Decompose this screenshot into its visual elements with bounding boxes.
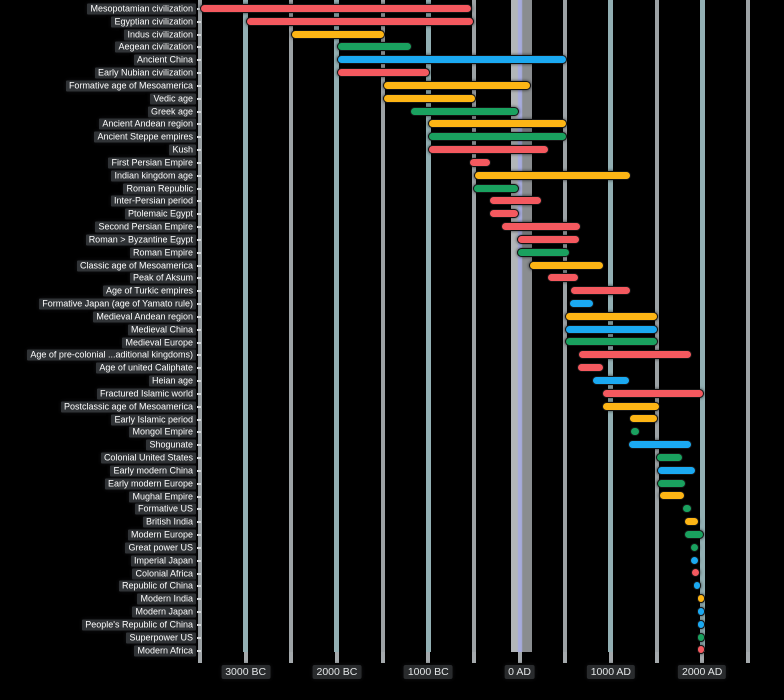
y-axis-tick xyxy=(197,329,201,331)
timeline-bar[interactable] xyxy=(569,299,594,308)
y-axis-tick xyxy=(197,521,201,523)
x-axis-tick xyxy=(426,652,430,663)
y-axis-tick xyxy=(197,573,201,575)
gridline-minor xyxy=(289,0,293,652)
y-axis-tick xyxy=(197,316,201,318)
y-axis-tick xyxy=(197,483,201,485)
row-label: Modern Japan xyxy=(132,607,196,618)
x-axis-tick xyxy=(472,652,476,663)
timeline-bar[interactable] xyxy=(291,30,384,39)
timeline-bar[interactable] xyxy=(473,184,519,193)
timeline-bar[interactable] xyxy=(474,171,631,180)
timeline-bar[interactable] xyxy=(489,196,542,205)
timeline-bar[interactable] xyxy=(489,209,518,218)
y-axis-tick xyxy=(197,226,201,228)
row-label: Vedic age xyxy=(150,93,196,104)
row-label: Ancient China xyxy=(134,55,196,66)
row-label: Heian age xyxy=(149,376,196,387)
gridline-major xyxy=(700,0,705,652)
y-axis-tick xyxy=(197,252,201,254)
y-axis-tick xyxy=(197,200,201,202)
row-label: Roman Republic xyxy=(123,183,196,194)
gridline-zero-ad xyxy=(511,0,532,652)
y-axis-tick xyxy=(197,560,201,562)
x-axis-tick-label: 2000 AD xyxy=(678,665,726,679)
timeline-bar[interactable] xyxy=(657,479,686,488)
row-label: Indus civilization xyxy=(124,29,196,40)
timeline-bar[interactable] xyxy=(682,504,692,513)
row-label: British India xyxy=(143,517,196,528)
y-axis-tick xyxy=(197,419,201,421)
y-axis-tick xyxy=(197,611,201,613)
y-axis-tick xyxy=(197,496,201,498)
y-axis-tick xyxy=(197,508,201,510)
timeline-bar[interactable] xyxy=(693,581,701,590)
timeline-bar[interactable] xyxy=(659,491,685,500)
x-axis-tick xyxy=(518,652,522,663)
row-label: Second Persian Empire xyxy=(95,222,196,233)
row-label: Age of pre-colonial ...aditional kingdoms) xyxy=(27,350,196,361)
row-label: Early modern China xyxy=(110,465,196,476)
row-label: Mughal Empire xyxy=(129,491,196,502)
row-label: First Persian Empire xyxy=(108,157,196,168)
row-label: Age of Turkic empires xyxy=(103,286,196,297)
timeline-bar[interactable] xyxy=(684,530,704,539)
y-axis-tick xyxy=(197,188,201,190)
y-axis-tick xyxy=(197,650,201,652)
timeline-bar[interactable] xyxy=(570,286,631,295)
row-label: Medieval Andean region xyxy=(93,311,196,322)
y-axis-tick xyxy=(197,149,201,151)
row-label: Great power US xyxy=(125,542,196,553)
timeline-bar[interactable] xyxy=(428,119,567,128)
timeline-bar[interactable] xyxy=(428,145,549,154)
y-axis-tick xyxy=(197,585,201,587)
timeline-bar[interactable] xyxy=(697,594,705,603)
row-label: Age of united Caliphate xyxy=(96,363,196,374)
y-axis-tick xyxy=(197,175,201,177)
y-axis-tick xyxy=(197,98,201,100)
row-label: Peak of Aksum xyxy=(130,273,196,284)
y-axis-tick xyxy=(197,162,201,164)
row-label: Greek age xyxy=(148,106,196,117)
y-axis-tick xyxy=(197,239,201,241)
timeline-bar[interactable] xyxy=(337,68,430,77)
row-label: Superpower US xyxy=(126,632,196,643)
y-axis-tick xyxy=(197,354,201,356)
timeline-bar[interactable] xyxy=(337,42,412,51)
timeline-bar[interactable] xyxy=(690,556,699,565)
y-axis-tick xyxy=(197,265,201,267)
x-axis-tick xyxy=(563,652,567,663)
y-axis-tick xyxy=(197,431,201,433)
y-axis-tick xyxy=(197,123,201,125)
row-label: Colonial Africa xyxy=(132,568,196,579)
y-axis-tick xyxy=(197,547,201,549)
timeline-bar[interactable] xyxy=(246,17,474,26)
row-label: Egyptian civilization xyxy=(111,16,196,27)
y-axis-tick xyxy=(197,470,201,472)
row-label: Mesopotamian civilization xyxy=(87,4,196,15)
x-axis-tick xyxy=(289,652,293,663)
timeline-bar[interactable] xyxy=(517,248,570,257)
y-axis-tick xyxy=(197,277,201,279)
row-label: Roman > Byzantine Egypt xyxy=(86,234,196,245)
x-axis-tick-label: 1000 BC xyxy=(404,665,453,679)
y-axis-tick xyxy=(197,72,201,74)
x-axis-tick xyxy=(198,652,202,663)
timeline-bar[interactable] xyxy=(517,235,580,244)
row-label: Ptolemaic Egypt xyxy=(125,209,196,220)
y-axis-tick xyxy=(197,213,201,215)
y-axis-tick xyxy=(197,46,201,48)
timeline-bar[interactable] xyxy=(383,94,476,103)
row-label: Postclassic age of Mesoamerica xyxy=(61,401,196,412)
y-axis-tick xyxy=(197,290,201,292)
y-axis-tick xyxy=(197,59,201,61)
row-label: Aegean civilization xyxy=(115,42,196,53)
timeline-bar[interactable] xyxy=(697,607,705,616)
x-axis-tick-label: 3000 BC xyxy=(221,665,270,679)
row-label: Formative Japan (age of Yamato rule) xyxy=(39,299,196,310)
timeline-bar[interactable] xyxy=(628,440,692,449)
timeline-bar[interactable] xyxy=(656,453,683,462)
y-axis-tick xyxy=(197,457,201,459)
timeline-bar[interactable] xyxy=(565,337,658,346)
x-axis-tick xyxy=(381,652,385,663)
row-label: Ancient Steppe empires xyxy=(94,132,196,143)
row-label: Medieval Europe xyxy=(122,337,196,348)
timeline-bar[interactable] xyxy=(337,55,567,64)
row-label: Ancient Andean region xyxy=(99,119,196,130)
x-axis-tick xyxy=(609,652,613,663)
x-axis-tick xyxy=(244,652,248,663)
row-label: Modern India xyxy=(137,594,196,605)
row-label: Early Nubian civilization xyxy=(95,68,196,79)
y-axis-tick xyxy=(197,380,201,382)
row-label: Colonial United States xyxy=(101,453,196,464)
row-label: Classic age of Mesoamerica xyxy=(77,260,196,271)
x-axis-tick-label: 2000 BC xyxy=(313,665,362,679)
row-label: Early Islamic period xyxy=(111,414,196,425)
timeline-bar[interactable] xyxy=(690,543,699,552)
y-axis-tick xyxy=(197,136,201,138)
timeline-bar[interactable] xyxy=(383,81,531,90)
y-axis-tick xyxy=(197,393,201,395)
timeline-bar[interactable] xyxy=(410,107,519,116)
row-label: Formative age of Mesoamerica xyxy=(66,80,196,91)
row-label: Medieval China xyxy=(128,324,196,335)
x-axis-tick xyxy=(746,652,750,663)
y-axis-tick xyxy=(197,303,201,305)
x-axis-tick-label: 0 AD xyxy=(504,665,535,679)
timeline-bar[interactable] xyxy=(697,620,705,629)
x-axis-tick xyxy=(655,652,659,663)
row-label: Indian kingdom age xyxy=(111,170,196,181)
timeline-bar[interactable] xyxy=(469,158,491,167)
timeline-bar[interactable] xyxy=(592,376,630,385)
row-label: Mongol Empire xyxy=(129,427,196,438)
y-axis-tick xyxy=(197,367,201,369)
x-axis-tick-label: 1000 AD xyxy=(587,665,635,679)
y-axis-tick xyxy=(197,534,201,536)
row-label: Early modern Europe xyxy=(105,478,196,489)
y-axis-tick xyxy=(197,34,201,36)
timeline-bar[interactable] xyxy=(578,350,692,359)
y-axis-tick xyxy=(197,444,201,446)
y-axis-tick xyxy=(197,637,201,639)
y-axis-tick xyxy=(197,624,201,626)
row-label: Imperial Japan xyxy=(131,555,196,566)
y-axis-tick xyxy=(197,406,201,408)
timeline-bar[interactable] xyxy=(529,261,604,270)
gridline-major xyxy=(243,0,248,652)
timeline-bar[interactable] xyxy=(629,414,658,423)
timeline-bar[interactable] xyxy=(428,132,567,141)
gridline-minor xyxy=(746,0,750,652)
timeline-bar[interactable] xyxy=(565,325,658,334)
timeline-bar[interactable] xyxy=(200,4,472,13)
row-label: Republic of China xyxy=(119,581,196,592)
row-label: Modern Africa xyxy=(134,645,196,656)
y-axis-tick xyxy=(197,342,201,344)
row-label: Shogunate xyxy=(146,440,196,451)
row-label: Modern Europe xyxy=(128,530,196,541)
timeline-bar[interactable] xyxy=(577,363,603,372)
row-label: Kush xyxy=(169,145,196,156)
timeline-bar[interactable] xyxy=(602,389,704,398)
row-label: People's Republic of China xyxy=(82,619,196,630)
y-axis-tick xyxy=(197,21,201,23)
timeline-bar[interactable] xyxy=(697,633,705,642)
timeline-bar[interactable] xyxy=(630,427,640,436)
gridline-major xyxy=(334,0,339,652)
y-axis-tick xyxy=(197,111,201,113)
timeline-bar[interactable] xyxy=(602,402,661,411)
timeline-bar[interactable] xyxy=(684,517,699,526)
row-label: Inter-Persian period xyxy=(111,196,196,207)
row-label: Roman Empire xyxy=(130,247,196,258)
timeline-bar[interactable] xyxy=(657,466,697,475)
row-label: Fractured Islamic world xyxy=(97,388,196,399)
x-axis-tick xyxy=(335,652,339,663)
timeline-bar[interactable] xyxy=(501,222,581,231)
y-axis-tick xyxy=(197,85,201,87)
timeline-bar[interactable] xyxy=(565,312,658,321)
row-label: Formative US xyxy=(135,504,196,515)
y-axis-tick xyxy=(197,598,201,600)
timeline-bar[interactable] xyxy=(547,273,579,282)
